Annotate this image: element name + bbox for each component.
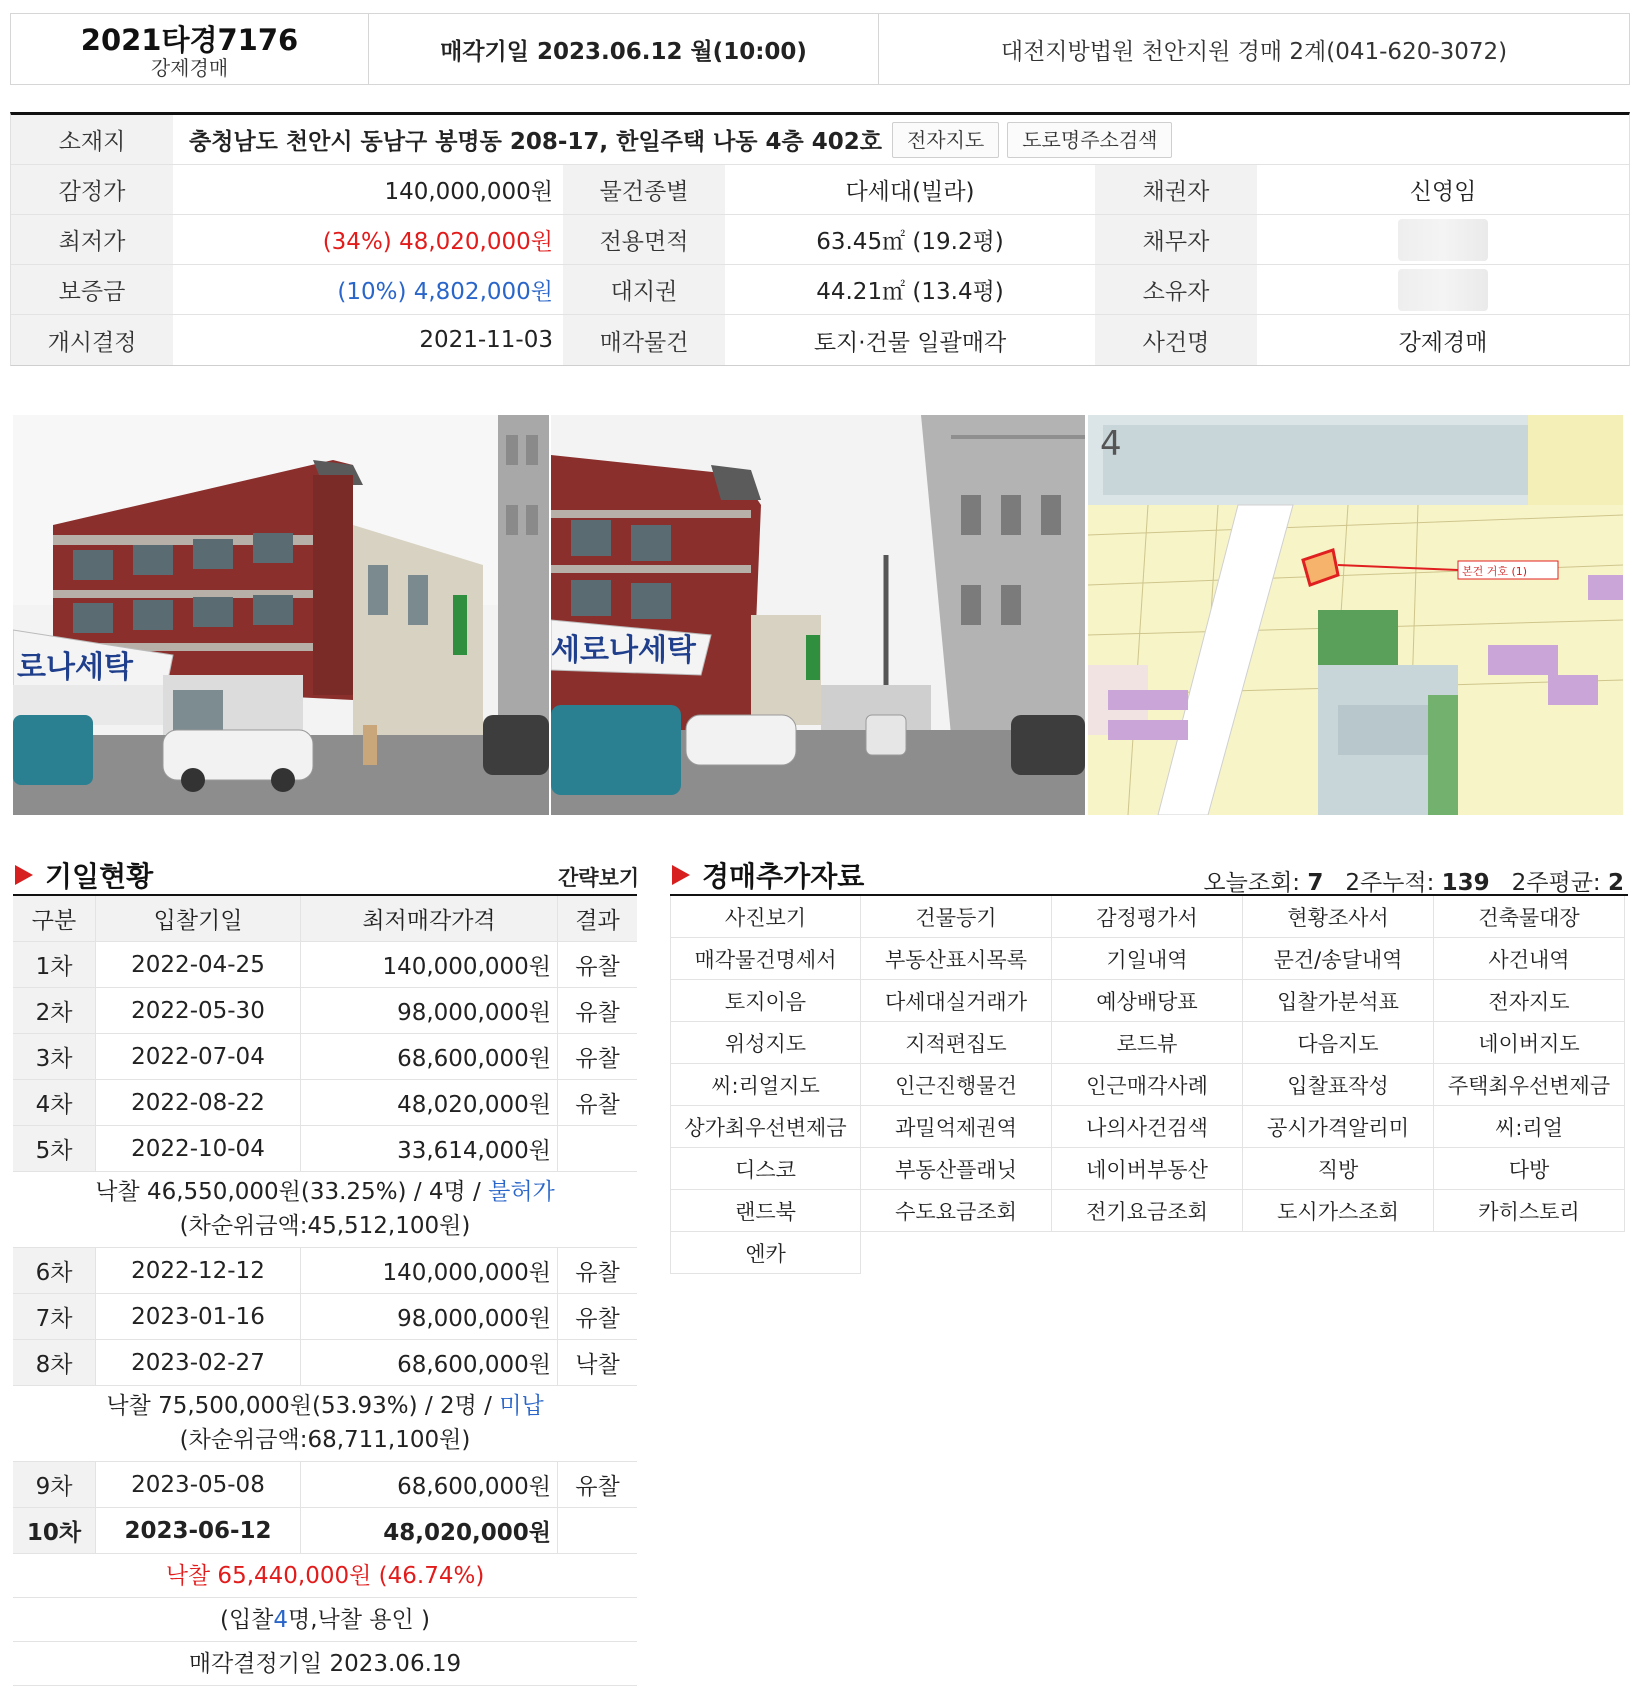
start-decision-value: 2021-11-03 [419, 327, 553, 353]
case-name-label: 사건명 [1095, 315, 1257, 365]
property-photo-1[interactable] [13, 415, 549, 815]
extra-link[interactable]: 부동산플래닛 [861, 1148, 1052, 1190]
bid-note-text: 낙찰 46,550,000원(33.25%) / 4명 / [95, 1179, 489, 1205]
col-date: 입찰기일 [96, 896, 301, 941]
exclusive-area-label: 전용면적 [563, 215, 725, 264]
extra-link[interactable]: 엔카 [670, 1232, 861, 1274]
sale-item-value: 토지·건물 일괄매각 [813, 329, 1007, 356]
view-stats [1203, 864, 1624, 897]
extra-link[interactable]: 입찰가분석표 [1243, 980, 1434, 1022]
case-type: 강제경매 [150, 56, 229, 80]
bid-note-1 [13, 1172, 637, 1248]
property-photo-2[interactable] [551, 415, 1085, 815]
second-bid-amount: (차순위금액:68,711,100원) [179, 1427, 471, 1453]
extra-link[interactable]: 로드뷰 [1052, 1022, 1243, 1064]
bid-note-2 [13, 1386, 637, 1462]
two-week-total-label: 2주누적: [1345, 870, 1442, 896]
extra-links [670, 896, 1628, 1274]
extra-data-grid [670, 894, 1628, 1274]
extra-link[interactable]: 수도요금조회 [861, 1190, 1052, 1232]
land-right-value: 44.21㎡ (13.4평) [816, 279, 1004, 305]
extra-link[interactable]: 직방 [1243, 1148, 1434, 1190]
start-decision-label: 개시결정 [11, 315, 173, 365]
owner-label: 소유자 [1095, 265, 1257, 314]
bidders-text-b: 명,낙찰 용인 ) [288, 1607, 431, 1633]
price-cell: 48,020,000원 [301, 1080, 558, 1125]
extra-link[interactable]: 기일내역 [1052, 938, 1243, 980]
court-info: 대전지방법원 천안지원 경매 2계(041-620-3072) [1000, 38, 1508, 65]
extra-link[interactable]: 입찰표작성 [1243, 1064, 1434, 1106]
price-cell: 48,020,000원 [301, 1508, 558, 1553]
disallowed-link[interactable]: 불허가 [488, 1179, 555, 1205]
blurred-name [1398, 219, 1488, 261]
bullet-icon [15, 865, 33, 885]
extra-link[interactable]: 전기요금조회 [1052, 1190, 1243, 1232]
round-cell: 4차 [13, 1080, 96, 1125]
property-type-label: 물건종별 [563, 165, 725, 214]
result-cell: 유찰 [575, 1092, 620, 1118]
date-cell: 2023-02-27 [96, 1340, 301, 1385]
extra-link[interactable]: 건물등기 [861, 896, 1052, 938]
bidders-text-a: (입찰 [219, 1607, 274, 1633]
extra-link[interactable]: 주택최우선변제금 [1434, 1064, 1625, 1106]
date-status-title [15, 855, 153, 895]
round-cell: 8차 [13, 1340, 96, 1385]
unpaid-link[interactable]: 미납 [499, 1393, 544, 1419]
appraisal-value: 140,000,000원 [384, 179, 553, 205]
extra-link[interactable]: 매각물건명세서 [670, 938, 861, 980]
extra-data-title-text: 경매추가자료 [702, 860, 865, 893]
price-cell: 140,000,000원 [301, 942, 558, 987]
address-cell [173, 115, 1629, 164]
two-week-total: 139 [1441, 870, 1490, 896]
date-cell: 2022-08-22 [96, 1080, 301, 1125]
table-row-current [13, 1508, 637, 1554]
extra-link[interactable]: 인근매각사례 [1052, 1064, 1243, 1106]
e-map-button[interactable]: 전자지도 [892, 122, 999, 158]
today-views: 7 [1307, 870, 1324, 896]
property-type-value: 다세대(빌라) [845, 179, 975, 205]
bidders-count-link[interactable]: 4 [273, 1607, 289, 1633]
today-views-label: 오늘조회: [1203, 870, 1308, 896]
table-header [13, 896, 637, 942]
map-label: 본건 거호 (1) [1462, 565, 1528, 578]
exclusive-area-value: 63.45㎡ (19.2평) [816, 229, 1004, 255]
sale-item-label: 매각물건 [563, 315, 725, 365]
sale-date: 매각기일 2023.06.12 월(10:00) [369, 14, 879, 84]
round-cell: 10차 [13, 1508, 96, 1553]
price-cell: 68,600,000원 [301, 1034, 558, 1079]
extra-link[interactable]: 위성지도 [670, 1022, 861, 1064]
land-right-label: 대지권 [563, 265, 725, 314]
date-cell: 2022-04-25 [96, 942, 301, 987]
extra-data-title [672, 855, 864, 895]
bid-note-text: 낙찰 75,500,000원(53.93%) / 2명 / [106, 1393, 500, 1419]
date-cell: 2022-07-04 [96, 1034, 301, 1079]
date-cell: 2023-06-12 [96, 1508, 301, 1553]
deposit-value: (10%) 4,802,000원 [337, 279, 553, 305]
date-cell: 2022-10-04 [96, 1126, 301, 1171]
extra-link[interactable]: 상가최우선변제금 [670, 1106, 861, 1148]
owner-value [1257, 265, 1629, 314]
extra-link[interactable]: 네이버지도 [1434, 1022, 1625, 1064]
deposit-label: 보증금 [11, 265, 173, 314]
extra-link[interactable]: 문건/송달내역 [1243, 938, 1434, 980]
address-text: 충청남도 천안시 동남구 봉명동 208-17, 한일주택 나동 4층 402호 [189, 129, 882, 155]
table-row [13, 1080, 637, 1126]
price-cell: 68,600,000원 [301, 1340, 558, 1385]
round-cell: 5차 [13, 1126, 96, 1171]
price-cell: 98,000,000원 [301, 988, 558, 1033]
extra-link[interactable]: 나의사건검색 [1052, 1106, 1243, 1148]
result-cell: 유찰 [575, 954, 620, 980]
date-cell: 2023-05-08 [96, 1462, 301, 1507]
extra-link[interactable]: 다음지도 [1243, 1022, 1434, 1064]
table-row [13, 942, 637, 988]
round-cell: 2차 [13, 988, 96, 1033]
extra-link[interactable]: 현황조사서 [1243, 896, 1434, 938]
price-cell: 68,600,000원 [301, 1462, 558, 1507]
result-cell: 유찰 [575, 1000, 620, 1026]
address-row [11, 115, 1629, 165]
table-row [13, 1034, 637, 1080]
table-row [13, 1294, 637, 1340]
property-info-table [10, 112, 1630, 366]
extra-link[interactable]: 씨:리얼 [1434, 1106, 1625, 1148]
result-cell: 낙찰 [575, 1352, 620, 1378]
table-row [13, 988, 637, 1034]
round-cell: 1차 [13, 942, 96, 987]
round-cell: 3차 [13, 1034, 96, 1079]
info-row [11, 215, 1629, 265]
min-price-value: (34%) 48,020,000원 [322, 229, 553, 255]
extra-link[interactable]: 디스코 [670, 1148, 861, 1190]
map-sheet-number: 4 [1100, 424, 1122, 464]
info-row [11, 165, 1629, 215]
info-row [11, 265, 1629, 315]
price-cell: 140,000,000원 [301, 1248, 558, 1293]
extra-link[interactable]: 예상배당표 [1052, 980, 1243, 1022]
round-cell: 7차 [13, 1294, 96, 1339]
result-cell [558, 1508, 637, 1553]
appraisal-label: 감정가 [11, 165, 173, 214]
creditor-value: 신영임 [1409, 179, 1477, 205]
extra-link[interactable]: 인근진행물건 [861, 1064, 1052, 1106]
extra-link[interactable]: 카히스토리 [1434, 1190, 1625, 1232]
blurred-name [1398, 269, 1488, 311]
date-cell: 2023-01-16 [96, 1294, 301, 1339]
extra-link[interactable]: 감정평가서 [1052, 896, 1243, 938]
two-week-avg: 2 [1607, 870, 1624, 896]
case-header [10, 13, 1630, 85]
extra-link[interactable]: 과밀억제권역 [861, 1106, 1052, 1148]
road-address-search-button[interactable]: 도로명주소검색 [1007, 122, 1172, 158]
brief-view-link[interactable]: 간략보기 [558, 866, 640, 890]
shop-sign-text-2: 세로나세탁 [551, 633, 696, 668]
location-map[interactable] [1088, 415, 1623, 815]
extra-link[interactable]: 사건내역 [1434, 938, 1625, 980]
result-cell: 유찰 [575, 1474, 620, 1500]
extra-link[interactable]: 토지이음 [670, 980, 861, 1022]
table-row [13, 1462, 637, 1508]
case-number: 2021타경7176 [80, 23, 299, 57]
round-cell: 9차 [13, 1462, 96, 1507]
extra-link[interactable]: 도시가스조회 [1243, 1190, 1434, 1232]
date-cell: 2022-12-12 [96, 1248, 301, 1293]
extra-link[interactable]: 네이버부동산 [1052, 1148, 1243, 1190]
extra-link[interactable]: 다세대실거래가 [861, 980, 1052, 1022]
round-cell: 6차 [13, 1248, 96, 1293]
price-cell: 33,614,000원 [301, 1126, 558, 1171]
sale-decision-date: 매각결정기일 2023.06.19 [13, 1642, 637, 1686]
info-row [11, 315, 1629, 365]
case-name-value: 강제경매 [1398, 329, 1488, 356]
table-row [13, 1126, 637, 1172]
result-cell: 유찰 [575, 1046, 620, 1072]
extra-link[interactable]: 지적편집도 [861, 1022, 1052, 1064]
debtor-value [1257, 215, 1629, 264]
extra-link[interactable]: 랜드북 [670, 1190, 861, 1232]
result-cell [558, 1126, 637, 1171]
extra-link[interactable]: 씨:리얼지도 [670, 1064, 861, 1106]
extra-link[interactable]: 공시가격알리미 [1243, 1106, 1434, 1148]
table-row [13, 1340, 637, 1386]
col-result: 결과 [575, 908, 620, 934]
creditor-label: 채권자 [1095, 165, 1257, 214]
result-cell: 유찰 [575, 1260, 620, 1286]
two-week-avg-label: 2주평균: [1511, 870, 1608, 896]
extra-link[interactable]: 사진보기 [670, 896, 861, 938]
date-cell: 2022-05-30 [96, 988, 301, 1033]
shop-sign-text: 로나세탁 [17, 650, 133, 685]
address-label: 소재지 [11, 115, 173, 164]
min-price-label: 최저가 [11, 215, 173, 264]
final-bid: 낙찰 65,440,000원 (46.74%) [13, 1554, 637, 1598]
second-bid-amount: (차순위금액:45,512,100원) [179, 1213, 471, 1239]
case-cell [11, 14, 369, 84]
col-round: 구분 [13, 896, 96, 941]
table-row [13, 1248, 637, 1294]
bidders-info [13, 1598, 637, 1642]
extra-link[interactable]: 전자지도 [1434, 980, 1625, 1022]
result-cell: 유찰 [575, 1306, 620, 1332]
extra-link[interactable]: 다방 [1434, 1148, 1625, 1190]
extra-link[interactable]: 부동산표시목록 [861, 938, 1052, 980]
price-cell: 98,000,000원 [301, 1294, 558, 1339]
col-min-price: 최저매각가격 [301, 896, 558, 941]
bullet-icon [672, 865, 690, 885]
date-status-table [13, 894, 637, 1686]
debtor-label: 채무자 [1095, 215, 1257, 264]
extra-link[interactable]: 건축물대장 [1434, 896, 1625, 938]
date-status-title-text: 기일현황 [45, 860, 154, 893]
